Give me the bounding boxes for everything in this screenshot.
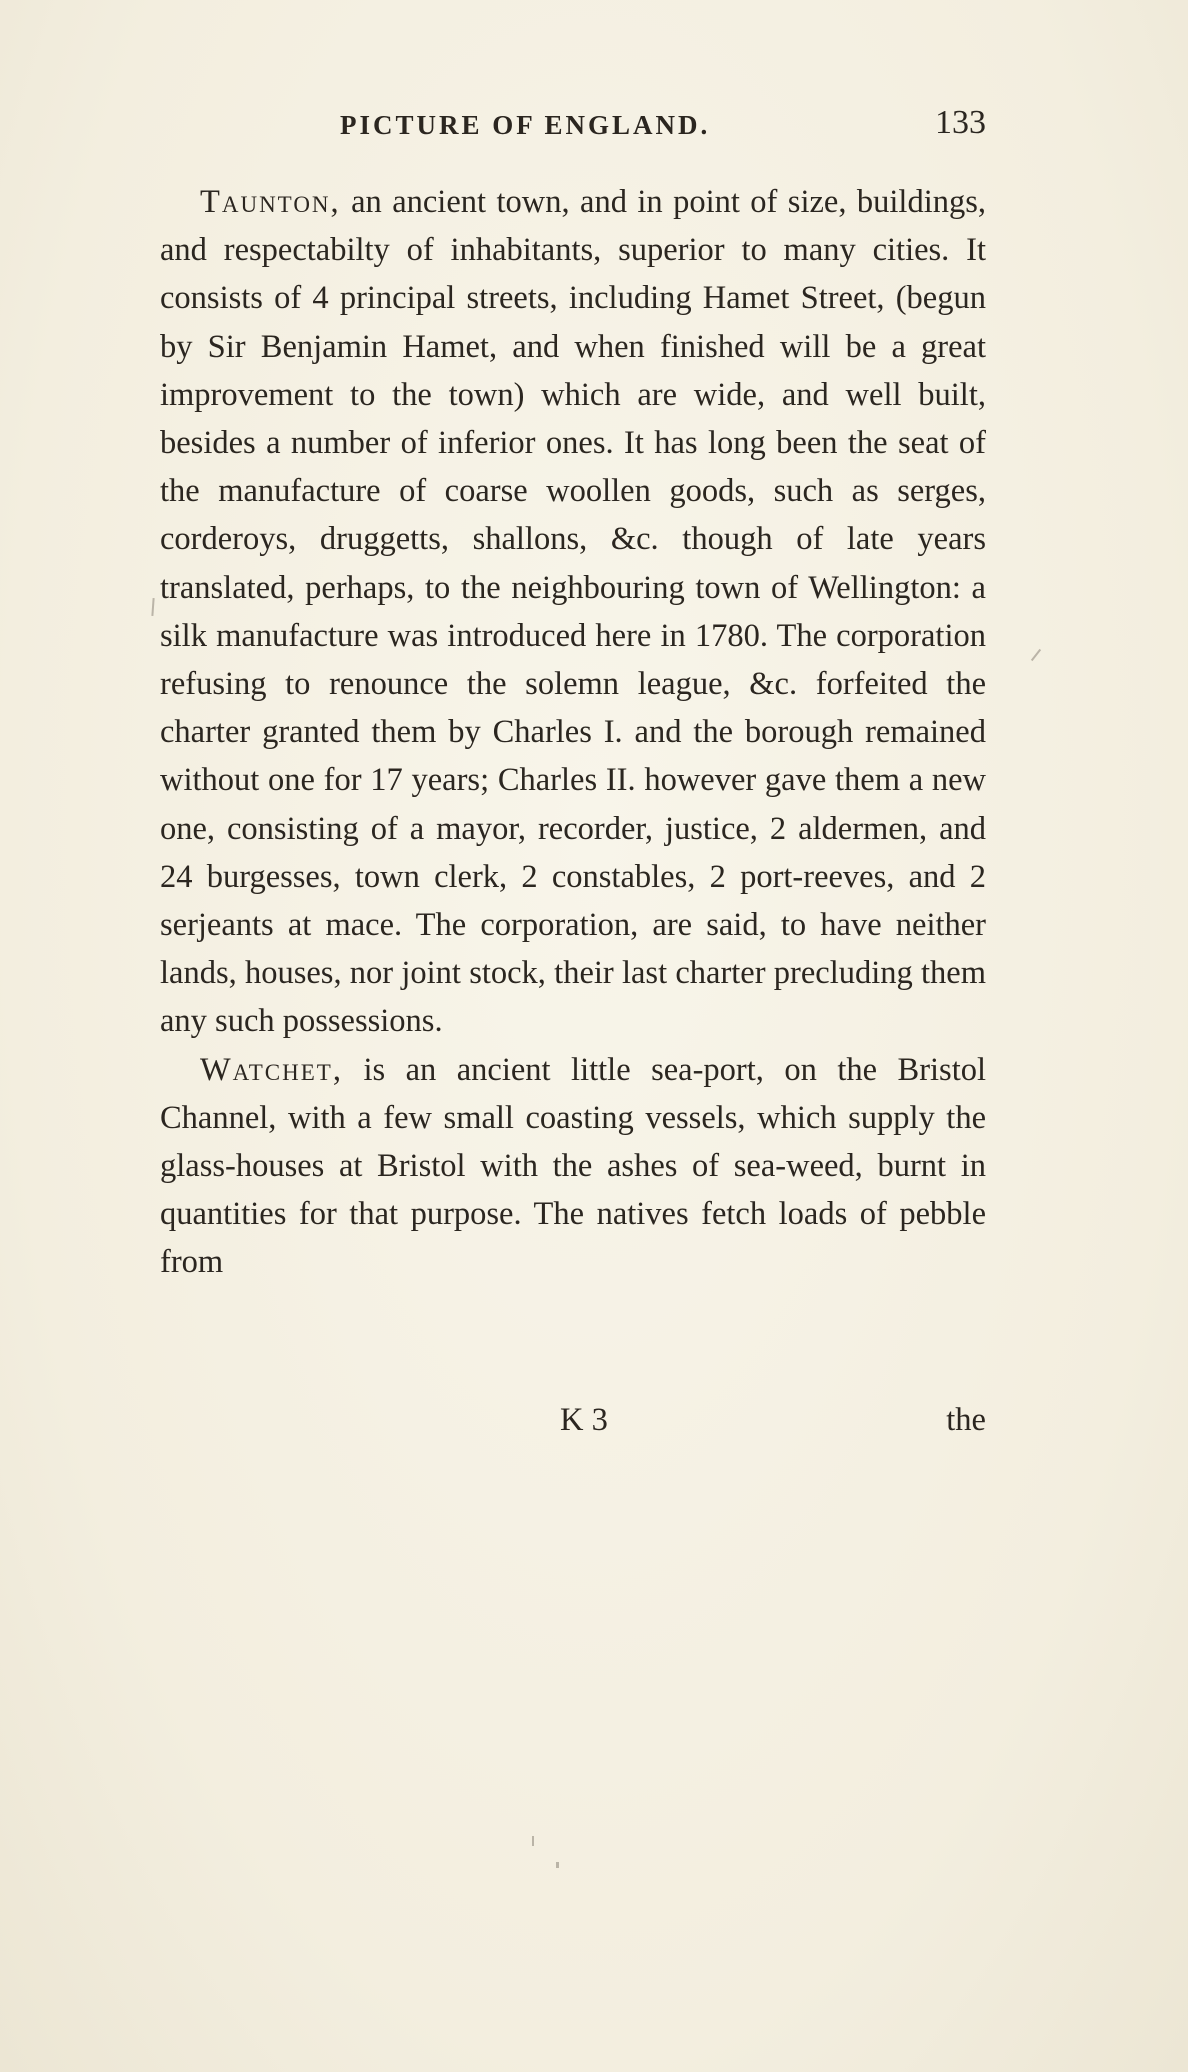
paragraph-taunton [160,178,986,1046]
signature-mark: K 3 [560,1402,608,1438]
catch-line [160,1402,986,1450]
paper-speck [532,1836,534,1846]
paragraph-text: an ancient town, and in point of size, buildings, and respectabilty of inhabitants, superior to many cities. It consists of 4 principal streets, including Hamet Street, (begun by Sir Benjamin Hamet, and when finished will be a great improvement to the town) which are wide, and well built, besides a number of inferior ones. It has long been the seat of the manufacture of coarse woollen goods, such as serges, corderoys, druggetts, shallons, &c. though of late years translated, perhaps, to the neighbouring town of Wellington: a silk manufacture was introduced here in 1780. The corporation refusing to renounce the solemn league, &c. forfeited the charter granted them by Charles I. and the borough remained without one for 17 years; Charles II. however gave them a new one, consisting of a mayor, recorder, justice, 2 aldermen, and 24 burgesses, town clerk, 2 constables, 2 port-reeves, and 2 serjeants at mace. The corporation, are said, to have neither lands, houses, nor joint stock, their last charter precluding them any such possessions. [160,184,986,1040]
running-title: PICTURE OF ENGLAND. [340,110,711,140]
running-head [340,104,986,150]
body-text [160,178,986,1287]
paragraph-text: is an ancient little sea-port, on the Bristol Channel, with a few small coasting vessels, which supply the glass-houses at Bristol with the ashes of sea-weed, burnt in quantities for that purpose. The natives fetch loads of pebble from [160,1051,986,1281]
paper-speck [151,598,154,616]
paper-speck [556,1862,559,1868]
entry-heading-taunton: Taunton, [200,184,341,220]
page-number: 133 [935,104,986,141]
catchword: the [946,1402,986,1438]
entry-heading-watchet: Watchet, [200,1051,343,1088]
paragraph-watchet [160,1046,986,1287]
paper-speck [1031,649,1041,661]
